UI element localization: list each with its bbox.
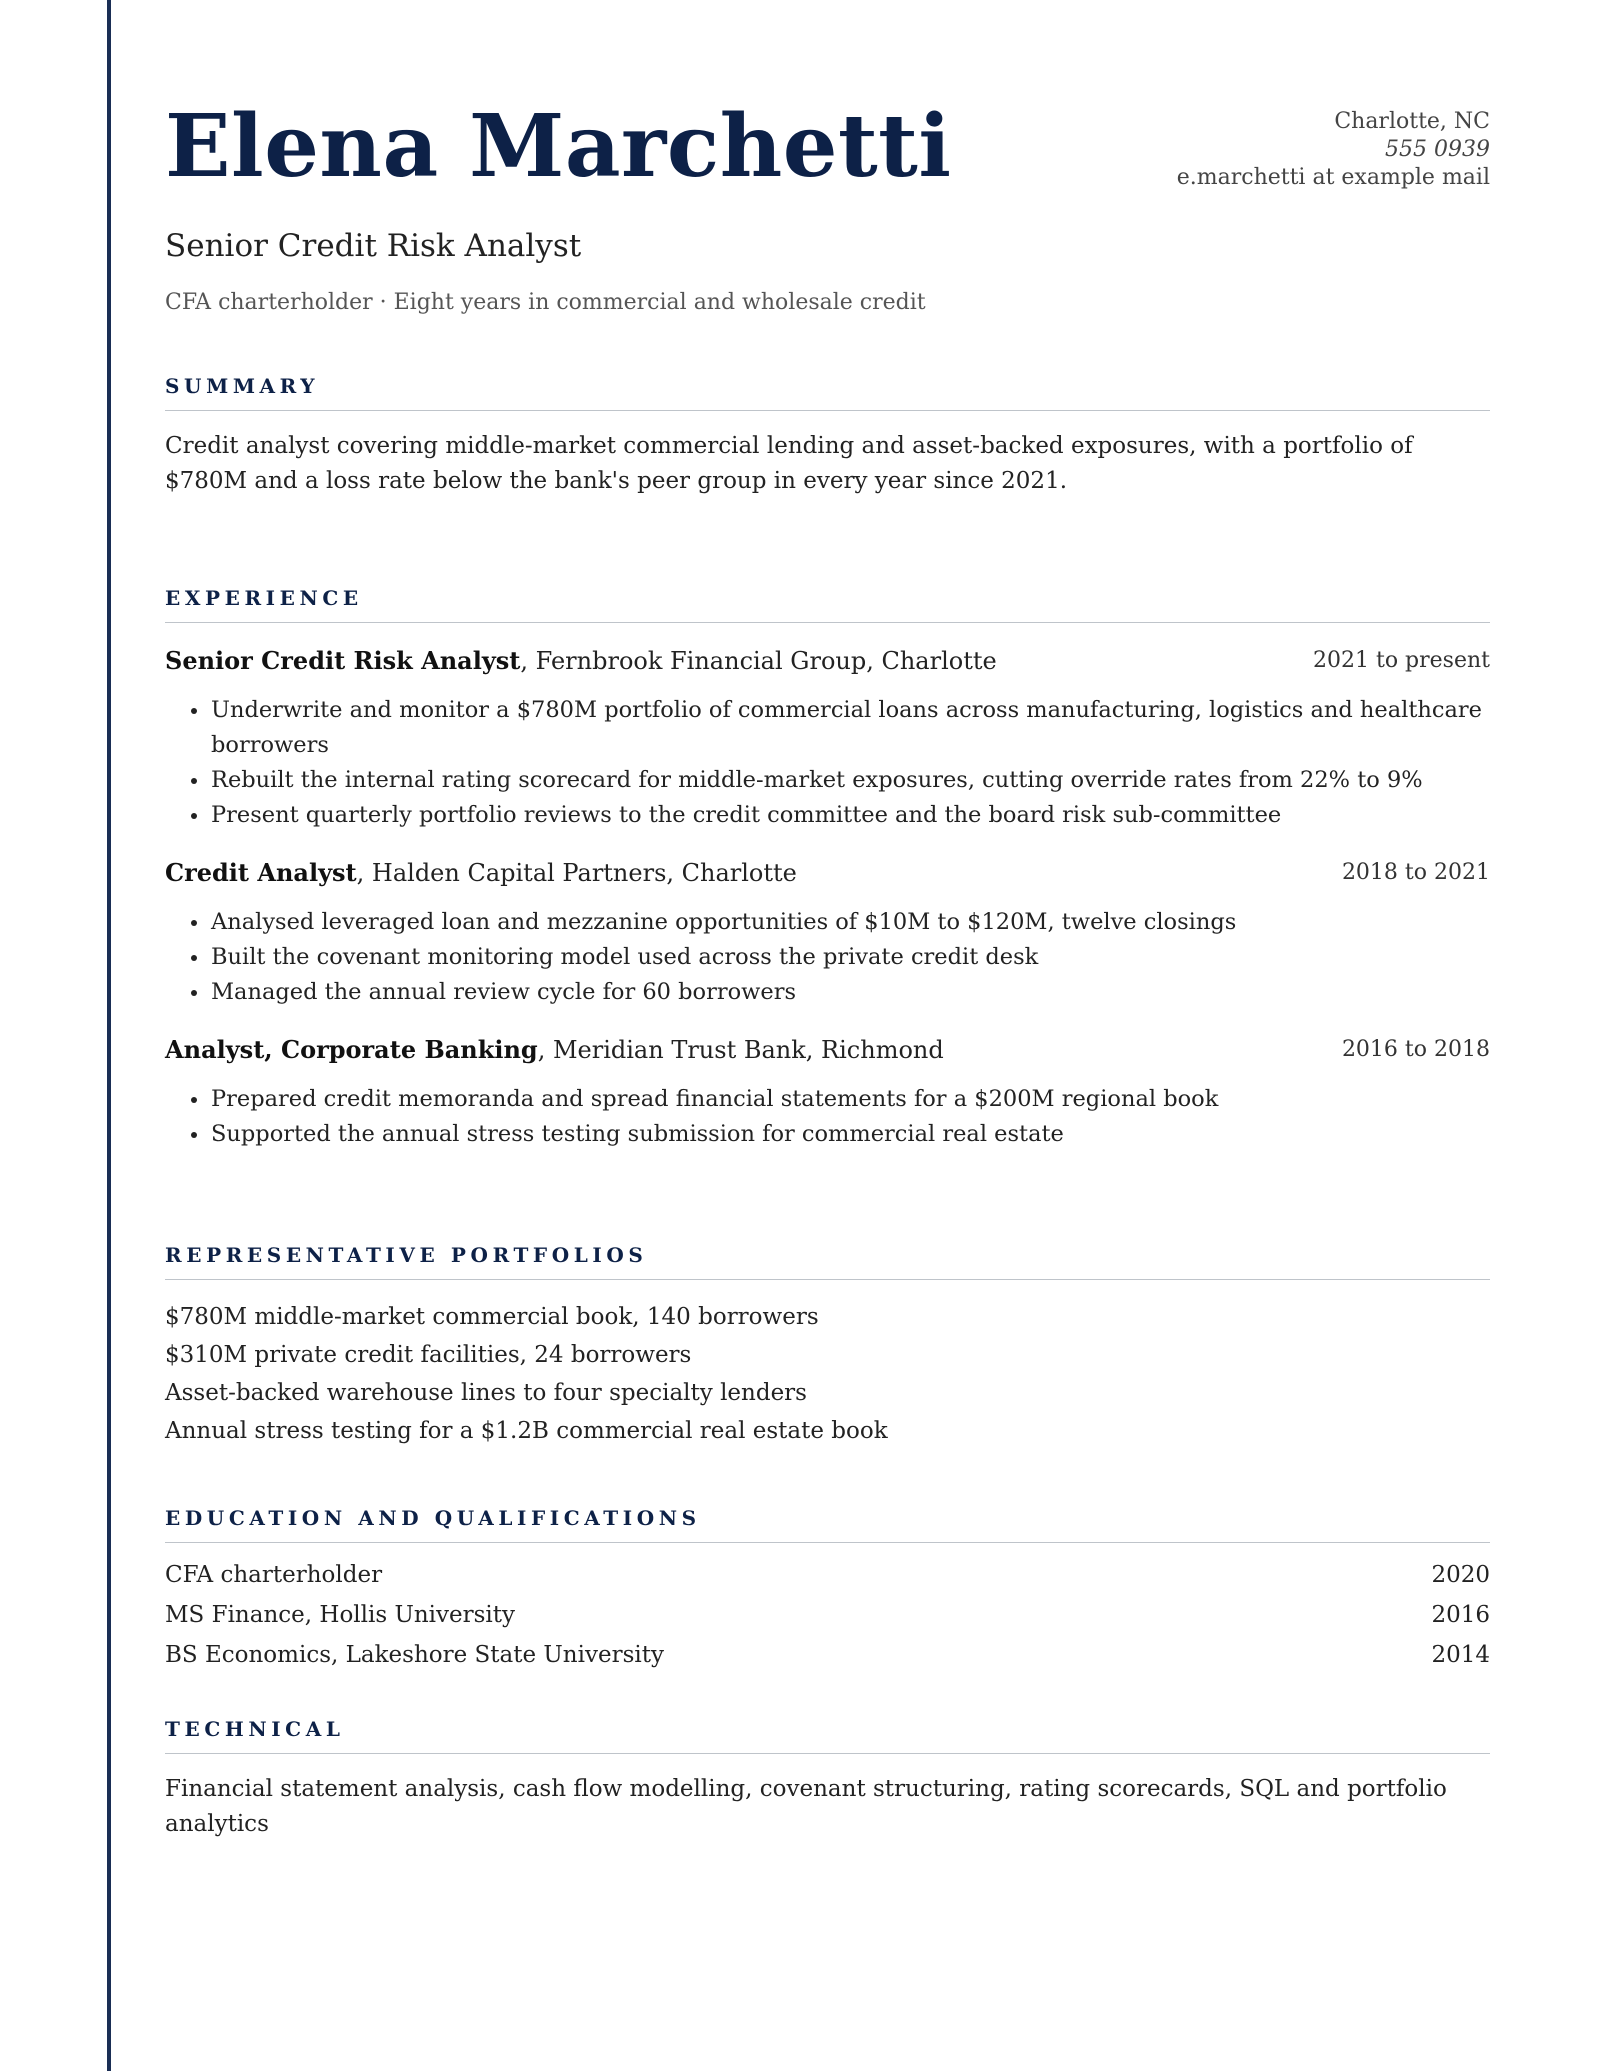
summary-section (165, 374, 1490, 499)
education-label: MS Finance, Hollis University (165, 1602, 516, 1628)
job-bullet: Prepared credit memoranda and spread financial statements for a $200M regional book (211, 1082, 1490, 1117)
job-bullets (165, 1082, 1490, 1152)
education-heading: EDUCATION AND QUALIFICATIONS (165, 1506, 1490, 1543)
job-bullets (165, 693, 1490, 833)
job-bullet: Supported the annual stress testing submission for commercial real estate (211, 1117, 1490, 1152)
education-item (165, 1595, 1490, 1635)
contact-location: Charlotte, NC (1334, 109, 1490, 134)
job-org: , Meridian Trust Bank, Richmond (537, 1036, 944, 1064)
portfolio-item: Annual stress testing for a $1.2B commercial real estate book (165, 1418, 888, 1444)
education-label: BS Economics, Lakeshore State University (165, 1642, 664, 1668)
job-entry (165, 645, 1490, 833)
job-heading (165, 1034, 1490, 1066)
candidate-role: Senior Credit Risk Analyst (165, 228, 582, 264)
technical-section (165, 1717, 1490, 1842)
portfolios-list (165, 1298, 1490, 1450)
candidate-tagline: CFA charterholder · Eight years in commercial and wholesale credit (165, 290, 926, 315)
job-entry (165, 857, 1490, 1010)
job-heading (165, 645, 1490, 677)
contact-email: e.marchetti at example mail (1176, 165, 1490, 190)
job-bullet: Built the covenant monitoring model used across the private credit desk (211, 940, 1490, 975)
experience-heading: EXPERIENCE (165, 586, 1490, 623)
portfolio-item: $780M middle-market commercial book, 140 borrowers (165, 1304, 819, 1330)
job-bullet: Underwrite and monitor a $780M portfolio of commercial loans across manufacturing, logistics and healthcare borrowers (211, 693, 1490, 763)
job-dates: 2018 to 2021 (1341, 860, 1490, 885)
job-bullet: Analysed leveraged loan and mezzanine opportunities of $10M to $120M, twelve closings (211, 905, 1490, 940)
education-label: CFA charterholder (165, 1562, 383, 1588)
contact-phone: 555 0939 (1385, 137, 1490, 162)
contact-block (1177, 108, 1490, 192)
education-year: 2016 (1431, 1602, 1490, 1628)
job-role: Credit Analyst (165, 858, 357, 887)
resume-page (165, 0, 1490, 1837)
job-bullets (165, 905, 1490, 1010)
job-bullet: Rebuilt the internal rating scorecard for middle-market exposures, cutting override rates from 22% to 9% (211, 763, 1490, 798)
job-org: , Halden Capital Partners, Charlotte (356, 859, 797, 887)
education-section (165, 1506, 1490, 1675)
job-role: Senior Credit Risk Analyst (165, 646, 521, 675)
portfolio-item: $310M private credit facilities, 24 borrowers (165, 1342, 692, 1368)
experience-section (165, 586, 1490, 1152)
technical-heading: TECHNICAL (165, 1717, 1490, 1754)
technical-text: Financial statement analysis, cash flow modelling, covenant structuring, rating scorecards, SQL and portfolio analytics (165, 1776, 1447, 1837)
education-year: 2020 (1431, 1562, 1490, 1588)
portfolio-item: Asset-backed warehouse lines to four specialty lenders (165, 1380, 807, 1406)
job-bullet: Present quarterly portfolio reviews to the credit committee and the board risk sub-committee (211, 798, 1490, 833)
job-heading (165, 857, 1490, 889)
resume-header (165, 0, 1490, 340)
left-accent-rule (107, 0, 111, 2071)
portfolios-heading: REPRESENTATIVE PORTFOLIOS (165, 1243, 1490, 1280)
education-item (165, 1635, 1490, 1675)
job-dates: 2021 to present (1313, 648, 1490, 673)
summary-heading: SUMMARY (165, 374, 1490, 411)
candidate-name: Elena Marchetti (165, 96, 952, 197)
summary-text: Credit analyst covering middle-market commercial lending and asset-backed exposures, with a portfolio of $780M and a loss rate below the bank's peer group in every year since 2021. (165, 433, 1413, 494)
job-dates: 2016 to 2018 (1341, 1037, 1490, 1062)
job-org: , Fernbrook Financial Group, Charlotte (520, 647, 997, 675)
education-list (165, 1555, 1490, 1675)
job-role: Analyst, Corporate Banking (165, 1035, 538, 1064)
job-entry (165, 1034, 1490, 1152)
education-item (165, 1555, 1490, 1595)
education-year: 2014 (1431, 1642, 1490, 1668)
portfolios-section (165, 1243, 1490, 1450)
job-bullet: Managed the annual review cycle for 60 borrowers (211, 975, 1490, 1010)
